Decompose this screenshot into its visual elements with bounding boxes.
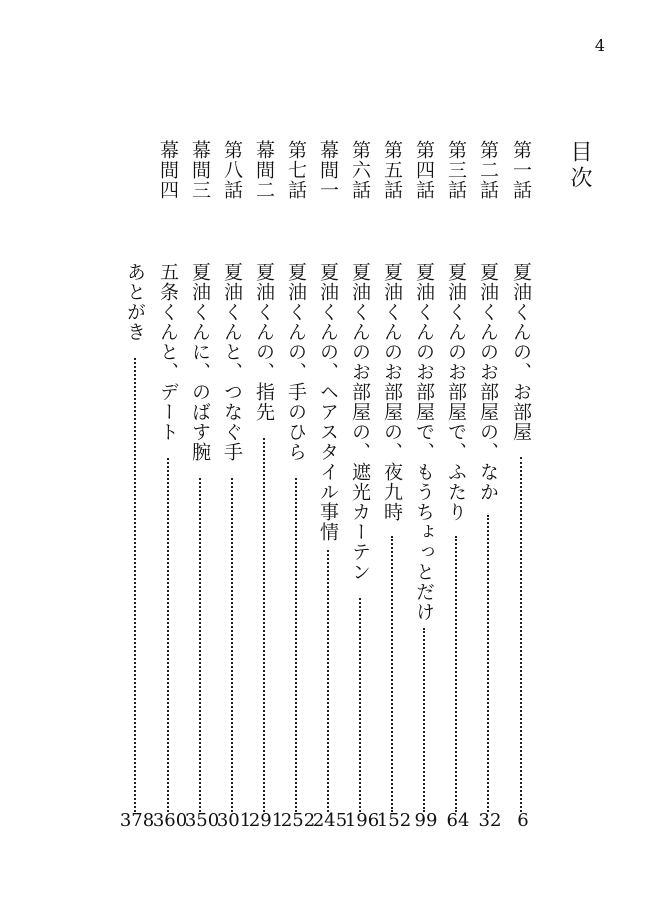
entry-label: 第一話 <box>510 140 532 200</box>
entry-title: 五条くんと、デート <box>157 262 179 442</box>
entry-label: 第五話 <box>381 140 403 200</box>
entry-label: 第二話 <box>477 140 499 200</box>
entry-title: 夏油くんの、お部屋 <box>510 262 532 442</box>
dot-leader <box>199 478 201 812</box>
entry-title: 夏油くんのお部屋の、なか <box>477 262 499 502</box>
entry-title: 夏油くんと、つなぐ手 <box>221 262 243 462</box>
toc-entry-11[interactable] <box>184 140 220 860</box>
entry-title: 夏油くんのお部屋で、ふたり <box>445 262 467 522</box>
dot-leader <box>455 536 457 812</box>
dot-leader <box>231 478 233 812</box>
entry-page-number: 291 <box>248 810 284 831</box>
entry-page-number: 32 <box>478 810 502 831</box>
entry-title: 夏油くんのお部屋で、もうちょっとだけ <box>413 262 435 622</box>
entry-page-number: 152 <box>376 810 412 831</box>
entry-title: 夏油くんのお部屋の、夜九時 <box>381 262 403 522</box>
entry-page-number: 196 <box>344 810 380 831</box>
entry-label: 幕間三 <box>189 140 211 200</box>
toc-entry-2[interactable] <box>475 140 505 860</box>
entry-label: 幕間一 <box>317 140 339 200</box>
dot-leader <box>167 458 169 812</box>
entry-label: 第三話 <box>445 140 467 200</box>
entry-page-number: 6 <box>517 810 529 831</box>
entry-page-number: 378 <box>119 810 155 831</box>
toc-entry-13[interactable] <box>119 140 155 860</box>
toc-entry-3[interactable] <box>443 140 473 860</box>
toc-title: 目次 <box>567 140 592 192</box>
toc-entry-6[interactable] <box>344 140 380 860</box>
entry-label: 幕間四 <box>157 140 179 200</box>
dot-leader <box>327 550 329 812</box>
toc-entry-4[interactable] <box>411 140 441 860</box>
entry-title: 夏油くんの、ヘアスタイル事情 <box>317 262 339 542</box>
entry-title: あとがき <box>124 262 146 342</box>
toc-entry-7[interactable] <box>312 140 348 860</box>
dot-leader <box>423 628 425 812</box>
entry-title: 夏油くんに、のばす腕 <box>189 262 211 462</box>
toc-entry-5[interactable] <box>376 140 412 860</box>
entry-page-number: 301 <box>216 810 252 831</box>
entry-label: 幕間二 <box>253 140 275 200</box>
entry-label: 第四話 <box>413 140 435 200</box>
dot-leader <box>359 598 361 812</box>
toc-entry-12[interactable] <box>152 140 188 860</box>
entry-page-number: 360 <box>152 810 188 831</box>
entry-label: 第八話 <box>221 140 243 200</box>
entry-label: 第七話 <box>285 140 307 200</box>
entry-title: 夏油くんの、手のひら <box>285 262 307 462</box>
toc-entry-10[interactable] <box>216 140 252 860</box>
entry-page-number: 350 <box>184 810 220 831</box>
dot-leader <box>295 478 297 812</box>
entry-label: 第六話 <box>349 140 371 200</box>
entry-page-number: 245 <box>312 810 348 831</box>
entry-page-number: 99 <box>414 810 438 831</box>
toc-entry-1[interactable] <box>508 140 538 860</box>
dot-leader <box>487 515 489 812</box>
dot-leader <box>263 438 265 812</box>
page-number: 4 <box>594 36 605 55</box>
dot-leader <box>520 457 522 812</box>
toc-entry-8[interactable] <box>280 140 316 860</box>
entry-title: 夏油くんの、指先 <box>253 262 275 422</box>
toc-entry-9[interactable] <box>248 140 284 860</box>
entry-title: 夏油くんのお部屋の、遮光カーテン <box>349 262 371 582</box>
dot-leader <box>134 358 136 812</box>
dot-leader <box>391 536 393 812</box>
entry-page-number: 64 <box>446 810 470 831</box>
entry-page-number: 252 <box>280 810 316 831</box>
